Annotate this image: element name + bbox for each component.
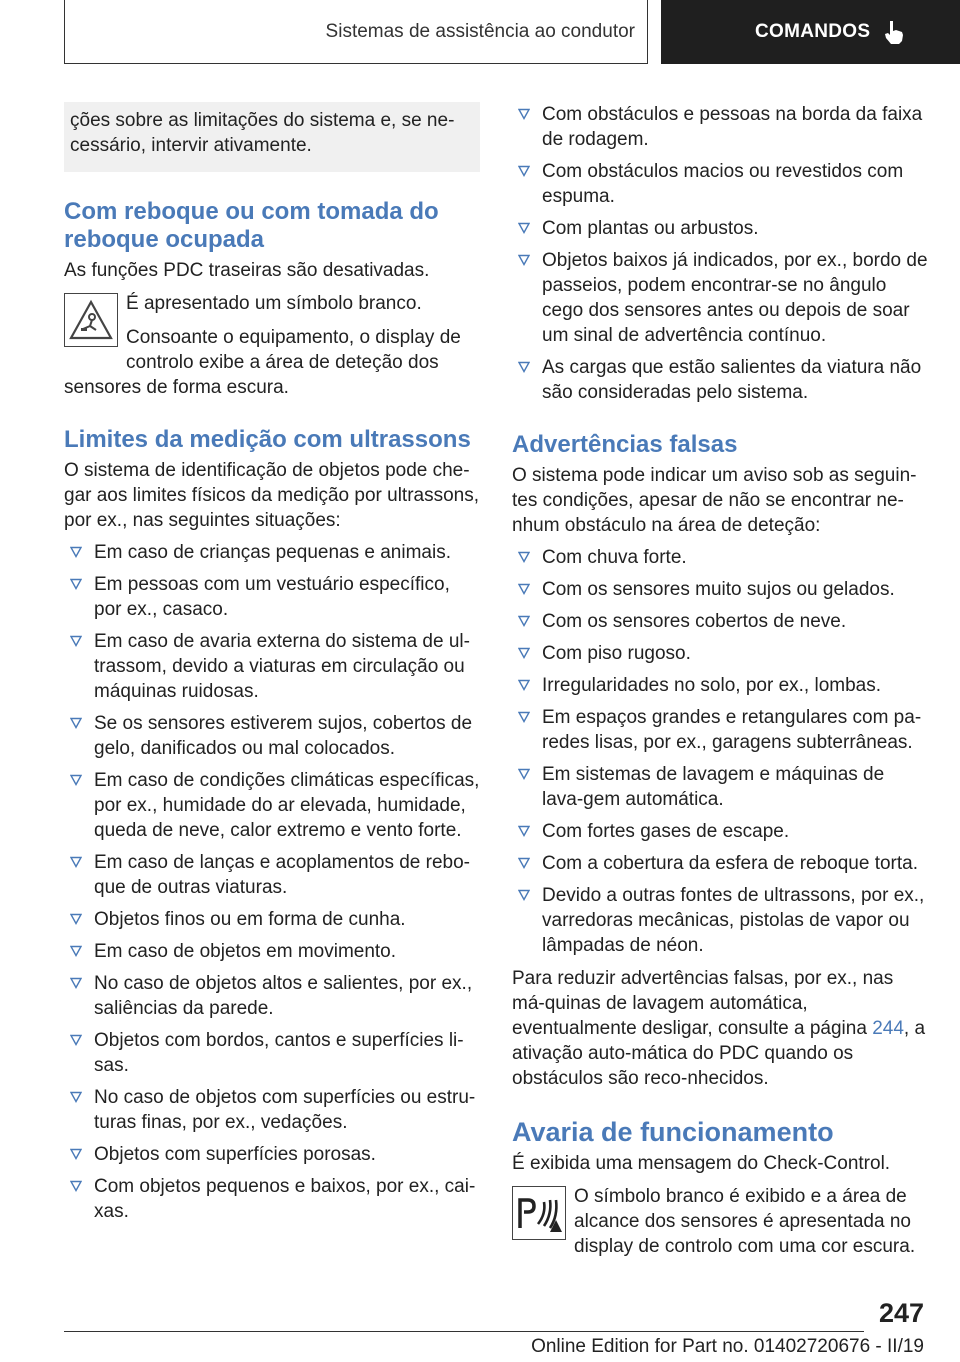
triangle-bullet-icon bbox=[70, 717, 82, 729]
triangle-bullet-icon bbox=[70, 856, 82, 868]
hand-pointer-icon bbox=[882, 19, 906, 45]
warning-trailer-icon bbox=[64, 293, 118, 347]
heading-limits: Limites da medição com ultrassons bbox=[64, 426, 471, 453]
list-item: Com fortes gases de escape. bbox=[512, 819, 928, 844]
page-link-244[interactable]: 244 bbox=[872, 1018, 904, 1039]
triangle-bullet-icon bbox=[70, 977, 82, 989]
triangle-bullet-icon bbox=[70, 1180, 82, 1192]
list-item: Se os sensores estiverem sujos, cobertos de gelo, danificados ou mal colocados. bbox=[64, 711, 480, 761]
list-item: Em caso de avaria externa do sistema de ul-trassom, devido a viaturas em circulação ou máquinas ruidosas. bbox=[64, 629, 480, 704]
list-item: Em sistemas de lavagem e máquinas de lava-gem automática. bbox=[512, 762, 928, 812]
paragraph-limits: O sistema de identificação de objetos pode che-gar aos limites físicos da medição por ultrassons, por ex., nas seguintes situações: bbox=[64, 460, 480, 531]
triangle-bullet-icon bbox=[518, 361, 530, 373]
triangle-bullet-icon bbox=[518, 857, 530, 869]
page-number: 247 bbox=[878, 1298, 924, 1328]
limits-list bbox=[64, 540, 480, 1224]
list-item: Em caso de crianças pequenas e animais. bbox=[64, 540, 480, 565]
list-item: Em espaços grandes e retangulares com pa-redes lisas, por ex., garagens subterrâneas. bbox=[512, 705, 928, 755]
list-item: Com os sensores muito sujos ou gelados. bbox=[512, 577, 928, 602]
icon-paragraph-2: Consoante o equipamento, o display de controlo exibe a área de deteção dos bbox=[126, 327, 461, 373]
icon-text-trailer bbox=[126, 291, 480, 375]
pdc-fault-icon bbox=[512, 1186, 566, 1240]
paragraph-malfunction: É exibida uma mensagem do Check-Control. bbox=[512, 1153, 891, 1174]
triangle-bullet-icon bbox=[70, 1091, 82, 1103]
icon-paragraph-3: O símbolo branco é exibido e a área de alcance dos sensores é apresentada no display de controlo com uma cor escura. bbox=[574, 1186, 916, 1257]
header-chapter-tab bbox=[661, 0, 960, 64]
list-item: Com obstáculos e pessoas na borda da faixa de rodagem. bbox=[512, 102, 928, 152]
triangle-bullet-icon bbox=[70, 578, 82, 590]
triangle-bullet-icon bbox=[70, 1148, 82, 1160]
list-item: Irregularidades no solo, por ex., lombas. bbox=[512, 673, 928, 698]
triangle-bullet-icon bbox=[518, 551, 530, 563]
list-item: No caso de objetos com superfícies ou estru-turas finas, por ex., vedações. bbox=[64, 1085, 480, 1135]
triangle-bullet-icon bbox=[70, 945, 82, 957]
paragraph-false-warnings: O sistema pode indicar um aviso sob as seguin-tes condições, apesar de não se encontrar ne-nhum obstáculo na área de deteção: bbox=[512, 465, 917, 536]
triangle-bullet-icon bbox=[518, 889, 530, 901]
icon-paragraph-1: É apresentado um símbolo branco. bbox=[126, 293, 422, 314]
list-item: Com piso rugoso. bbox=[512, 641, 928, 666]
limits-list-continued bbox=[512, 102, 928, 405]
left-column bbox=[64, 102, 480, 1224]
heading-false-warnings: Advertências falsas bbox=[512, 431, 738, 458]
list-item: Com plantas ou arbustos. bbox=[512, 216, 928, 241]
triangle-bullet-icon bbox=[518, 583, 530, 595]
list-item: As cargas que estão salientes da viatura não são consideradas pelo sistema. bbox=[512, 355, 928, 405]
list-item: Em caso de lanças e acoplamentos de rebo-que de outras viaturas. bbox=[64, 850, 480, 900]
list-item: Com chuva forte. bbox=[512, 545, 928, 570]
warning-callout bbox=[64, 102, 480, 172]
triangle-bullet-icon bbox=[70, 635, 82, 647]
icon-row-trailer bbox=[64, 291, 480, 375]
list-item: Objetos baixos já indicados, por ex., bordo de passeios, podem encontrar-se no ângulo cego dos sensores antes ou depois de soar um sinal de advertência contínuo. bbox=[512, 248, 928, 348]
list-item: No caso de objetos altos e salientes, por ex., saliências da parede. bbox=[64, 971, 480, 1021]
list-item: Em pessoas com um vestuário específico, por ex., casaco. bbox=[64, 572, 480, 622]
triangle-bullet-icon bbox=[518, 254, 530, 266]
header-chapter-title: COMANDOS bbox=[755, 21, 871, 42]
list-item: Em caso de condições climáticas específicas, por ex., humidade do ar elevada, humidade, queda de neve, calor extremo e vento forte. bbox=[64, 768, 480, 843]
callout-text: ções sobre as limitações do sistema e, se ne-cessário, intervir ativamente. bbox=[70, 110, 455, 156]
icon-text-malfunction bbox=[574, 1184, 928, 1259]
triangle-bullet-icon bbox=[518, 711, 530, 723]
triangle-bullet-icon bbox=[70, 913, 82, 925]
triangle-bullet-icon bbox=[70, 1034, 82, 1046]
triangle-bullet-icon bbox=[70, 774, 82, 786]
triangle-bullet-icon bbox=[518, 615, 530, 627]
heading-trailer: Com reboque ou com tomada do reboque ocupada bbox=[64, 198, 439, 253]
triangle-bullet-icon bbox=[518, 108, 530, 120]
header-section-title: Sistemas de assistência ao condutor bbox=[325, 20, 635, 42]
paragraph-reduce-false-warnings: Para reduzir advertências falsas, por ex., nas má-quinas de lavagem automática, eventualmente desligar, consulte a página 244, a ativação auto-mática do PDC quando os obstáculos são reco-nhecidos. bbox=[512, 968, 926, 1089]
triangle-bullet-icon bbox=[518, 647, 530, 659]
list-item: Com os sensores cobertos de neve. bbox=[512, 609, 928, 634]
triangle-bullet-icon bbox=[518, 165, 530, 177]
list-item: Objetos finos ou em forma de cunha. bbox=[64, 907, 480, 932]
paragraph-trailer: As funções PDC traseiras são desativadas. bbox=[64, 260, 430, 281]
list-item: Objetos com superfícies porosas. bbox=[64, 1142, 480, 1167]
list-item: Em caso de objetos em movimento. bbox=[64, 939, 480, 964]
icon-row-malfunction bbox=[512, 1184, 928, 1259]
right-column bbox=[512, 102, 928, 1259]
icon-paragraph-2-cont: sensores de forma escura. bbox=[64, 377, 289, 398]
heading-malfunction: Avaria de funcionamento bbox=[512, 1117, 834, 1147]
footer-edition: Online Edition for Part no. 01402720676 - II/19 bbox=[531, 1336, 924, 1357]
list-item: Devido a outras fontes de ultrassons, por ex., varredoras mecânicas, pistolas de vapor ou lâmpadas de néon. bbox=[512, 883, 928, 958]
list-item: Com a cobertura da esfera de reboque torta. bbox=[512, 851, 928, 876]
list-item: Com objetos pequenos e baixos, por ex., cai-xas. bbox=[64, 1174, 480, 1224]
triangle-bullet-icon bbox=[518, 222, 530, 234]
triangle-bullet-icon bbox=[518, 768, 530, 780]
triangle-bullet-icon bbox=[518, 679, 530, 691]
footer-divider bbox=[64, 1331, 864, 1332]
list-item: Objetos com bordos, cantos e superfícies li-sas. bbox=[64, 1028, 480, 1078]
triangle-bullet-icon bbox=[70, 546, 82, 558]
list-item: Com obstáculos macios ou revestidos com espuma. bbox=[512, 159, 928, 209]
header-section-tab bbox=[64, 0, 648, 64]
triangle-bullet-icon bbox=[518, 825, 530, 837]
false-warnings-list bbox=[512, 545, 928, 958]
